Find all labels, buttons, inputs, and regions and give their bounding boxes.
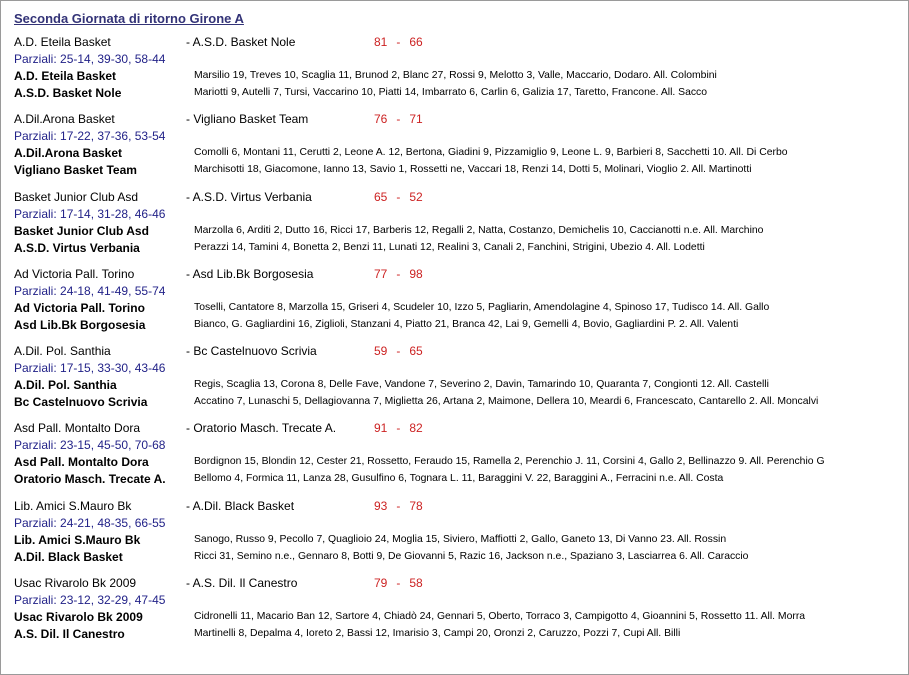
score-home: 81: [374, 35, 388, 49]
away-team-label: A.S.D. Basket Nole: [192, 35, 296, 49]
score-away: 78: [409, 499, 423, 513]
away-roster-team: A.S. Dil. Il Canestro: [14, 627, 125, 641]
home-team: Asd Pall. Montalto Dora: [14, 421, 141, 435]
final-score: [374, 499, 423, 513]
away-roster-row: [1, 241, 906, 257]
score-away: 98: [409, 267, 423, 281]
score-away: 52: [409, 190, 423, 204]
away-team-label: A.Dil. Black Basket: [192, 499, 295, 513]
home-team: A.Dil. Pol. Santhia: [14, 344, 111, 358]
away-roster-row: [1, 395, 906, 411]
home-roster-team: A.Dil. Pol. Santhia: [14, 378, 117, 392]
home-roster-row: [1, 378, 906, 394]
score-separator: -: [396, 499, 401, 513]
game-block: [1, 499, 906, 576]
game-block: [1, 267, 906, 344]
home-roster-players: Toselli, Cantatore 8, Marzolla 15, Griseri 4, Scudeler 10, Izzo 5, Pagliarin, Amendolagine 4, Spinoso 17, Tudisco 14. All. Gallo: [194, 302, 770, 313]
home-roster-row: [1, 69, 906, 85]
game-block: [1, 190, 906, 267]
partial-scores: Parziali: 17-22, 37-36, 53-54: [14, 129, 166, 143]
page-title[interactable]: Seconda Giornata di ritorno Girone A: [14, 11, 244, 26]
home-roster-team: Asd Pall. Montalto Dora: [14, 455, 149, 469]
away-roster-row: [1, 550, 906, 566]
away-roster-row: [1, 318, 906, 334]
away-team: - Asd Lib.Bk Borgosesia: [186, 267, 314, 281]
game-block: [1, 35, 906, 112]
score-separator: -: [396, 35, 401, 49]
partial-scores: Parziali: 24-21, 48-35, 66-55: [14, 516, 166, 530]
partial-scores: Parziali: 17-15, 33-30, 43-46: [14, 361, 166, 375]
home-roster-row: [1, 224, 906, 240]
partial-scores: Parziali: 17-14, 31-28, 46-46: [14, 207, 166, 221]
partial-scores: Parziali: 23-12, 32-29, 47-45: [14, 593, 166, 607]
away-roster-players: Accatino 7, Lunaschi 5, Dellagiovanna 7, Miglietta 26, Artana 2, Maimone, Dellera 10, Meardi 6, Francescato, Cantarello 2. All. Moncalvi: [194, 396, 819, 407]
home-team: Lib. Amici S.Mauro Bk: [14, 499, 132, 513]
away-roster-players: Mariotti 9, Autelli 7, Tursi, Vaccarino 10, Piatti 14, Imbarrato 6, Carlin 6, Galizia 17, Taretto, Francone. All. Sacco: [194, 87, 708, 98]
score-separator: -: [396, 576, 401, 590]
home-roster-team: Basket Junior Club Asd: [14, 224, 149, 238]
away-roster-team: A.S.D. Basket Nole: [14, 86, 122, 100]
away-roster-players: Martinelli 8, Depalma 4, Ioreto 2, Bassi 12, Imarisio 3, Campi 20, Oronzi 2, Caruzzo, Pozzi 7, Cupi All. Billi: [194, 628, 681, 639]
home-roster-row: [1, 301, 906, 317]
game-block: [1, 576, 906, 653]
home-roster-team: Usac Rivarolo Bk 2009: [14, 610, 143, 624]
away-team: - A.S.D. Basket Nole: [186, 35, 296, 49]
home-roster-players: Comolli 6, Montani 11, Cerutti 2, Leone A. 12, Bertona, Giadini 9, Pizzamiglio 9, Leone L. 9, Barbieri 8, Sacchetti 10. All. Di Cerbo: [194, 147, 788, 158]
final-score: [374, 421, 423, 435]
score-home: 91: [374, 421, 388, 435]
away-roster-players: Bellomo 4, Formica 11, Lanza 28, Gusulfino 6, Tognara L. 11, Baraggini V. 22, Baraggini A., Ferracini n.e. All. Costa: [194, 473, 724, 484]
away-team: - A.S.D. Virtus Verbania: [186, 190, 312, 204]
home-roster-team: A.Dil.Arona Basket: [14, 146, 123, 160]
home-roster-row: [1, 146, 906, 162]
away-roster-row: [1, 627, 906, 643]
final-score: [374, 344, 423, 358]
away-team-label: Bc Castelnuovo Scrivia: [193, 344, 317, 358]
away-roster-players: Perazzi 14, Tamini 4, Bonetta 2, Benzi 11, Lunati 12, Realini 3, Canali 2, Fanchini, Strigini, Ubezio 4. All. Lodetti: [194, 242, 705, 253]
home-roster-row: [1, 610, 906, 626]
away-team: - Bc Castelnuovo Scrivia: [186, 344, 317, 358]
home-roster-row: [1, 455, 906, 471]
score-separator: -: [396, 421, 401, 435]
home-team: A.D. Eteila Basket: [14, 35, 111, 49]
game-block: [1, 112, 906, 189]
score-away: 58: [409, 576, 423, 590]
score-separator: -: [396, 267, 401, 281]
away-team-label: Vigliano Basket Team: [193, 112, 309, 126]
score-home: 59: [374, 344, 388, 358]
away-roster-team: Asd Lib.Bk Borgosesia: [14, 318, 146, 332]
partial-scores: Parziali: 25-14, 39-30, 58-44: [14, 52, 166, 66]
score-away: 66: [409, 35, 423, 49]
score-away: 71: [409, 112, 423, 126]
away-team-label: A.S. Dil. Il Canestro: [192, 576, 298, 590]
away-roster-row: [1, 86, 906, 102]
away-roster-team: Oratorio Masch. Trecate A.: [14, 472, 166, 486]
game-block: [1, 421, 906, 498]
score-away: 82: [409, 421, 423, 435]
away-roster-players: Ricci 31, Semino n.e., Gennaro 8, Botti 9, De Giovanni 5, Razic 16, Jackson n.e., Spaziano 3, Lasciarrea 6. All. Caraccio: [194, 551, 749, 562]
home-team: Usac Rivarolo Bk 2009: [14, 576, 137, 590]
away-team: - Vigliano Basket Team: [186, 112, 309, 126]
final-score: [374, 112, 423, 126]
score-home: 79: [374, 576, 388, 590]
away-roster-team: Bc Castelnuovo Scrivia: [14, 395, 148, 409]
partial-scores: Parziali: 24-18, 41-49, 55-74: [14, 284, 166, 298]
home-roster-players: Bordignon 15, Blondin 12, Cester 21, Rossetto, Feraudo 15, Ramella 2, Perenchio J. 11, Corsini 4, Gallo 2, Bellinazzo 9. All. Perenchio G: [194, 456, 825, 467]
score-separator: -: [396, 344, 401, 358]
home-roster-row: [1, 533, 906, 549]
home-roster-team: Ad Victoria Pall. Torino: [14, 301, 145, 315]
away-roster-row: [1, 472, 906, 488]
final-score: [374, 576, 423, 590]
away-roster-team: A.S.D. Virtus Verbania: [14, 241, 140, 255]
score-separator: -: [396, 112, 401, 126]
score-home: 65: [374, 190, 388, 204]
away-team: - Oratorio Masch. Trecate A.: [186, 421, 337, 435]
away-team: - A.S. Dil. Il Canestro: [186, 576, 298, 590]
score-home: 77: [374, 267, 388, 281]
home-roster-team: A.D. Eteila Basket: [14, 69, 117, 83]
home-roster-players: Marsilio 19, Treves 10, Scaglia 11, Brunod 2, Blanc 27, Rossi 9, Melotto 3, Valle, Maccario, Dodaro. All. Colombini: [194, 70, 717, 81]
score-separator: -: [396, 190, 401, 204]
score-away: 65: [409, 344, 423, 358]
away-team-label: Asd Lib.Bk Borgosesia: [192, 267, 314, 281]
score-home: 93: [374, 499, 388, 513]
home-roster-players: Sanogo, Russo 9, Pecollo 7, Quaglioio 24, Moglia 15, Siviero, Maffiotti 2, Gallo, Ganeto 13, Di Vanno 23. All. Rossin: [194, 534, 727, 545]
final-score: [374, 190, 423, 204]
away-roster-players: Marchisotti 18, Giacomone, Ianno 13, Savio 1, Rossetti ne, Vaccari 18, Renzi 14, Dotti 5, Molinari, Vioglio 2. All. Martinotti: [194, 164, 752, 175]
away-roster-team: A.Dil. Black Basket: [14, 550, 123, 564]
final-score: [374, 35, 423, 49]
away-team-label: Oratorio Masch. Trecate A.: [193, 421, 337, 435]
home-roster-players: Regis, Scaglia 13, Corona 8, Delle Fave, Vandone 7, Severino 2, Davin, Tamarindo 10, Quaranta 7, Congionti 12. All. Castelli: [194, 379, 769, 390]
away-roster-row: [1, 163, 906, 179]
home-roster-players: Cidronelli 11, Macario Ban 12, Sartore 4, Chiadò 24, Gennari 5, Oberto, Torraco 3, Campigotto 4, Gioannini 5, Rossetto 11. All. Morra: [194, 611, 806, 622]
home-team: A.Dil.Arona Basket: [14, 112, 115, 126]
away-team: - A.Dil. Black Basket: [186, 499, 295, 513]
final-score: [374, 267, 423, 281]
home-team: Ad Victoria Pall. Torino: [14, 267, 135, 281]
partial-scores: Parziali: 23-15, 45-50, 70-68: [14, 438, 166, 452]
home-roster-players: Marzolla 6, Arditi 2, Dutto 16, Ricci 17, Barberis 12, Regalli 2, Natta, Costanzo, Demichelis 10, Caccianotti n.e. All. Marchino: [194, 225, 764, 236]
home-roster-team: Lib. Amici S.Mauro Bk: [14, 533, 141, 547]
away-team-label: A.S.D. Virtus Verbania: [192, 190, 312, 204]
game-block: [1, 344, 906, 421]
away-roster-team: Vigliano Basket Team: [14, 163, 137, 177]
away-roster-players: Bianco, G. Gagliardini 16, Ziglioli, Stanzani 4, Piatto 21, Branca 42, Lai 9, Gemelli 4, Bovio, Gagliardini P. 2. All. Valenti: [194, 319, 739, 330]
score-home: 76: [374, 112, 388, 126]
home-team: Basket Junior Club Asd: [14, 190, 139, 204]
